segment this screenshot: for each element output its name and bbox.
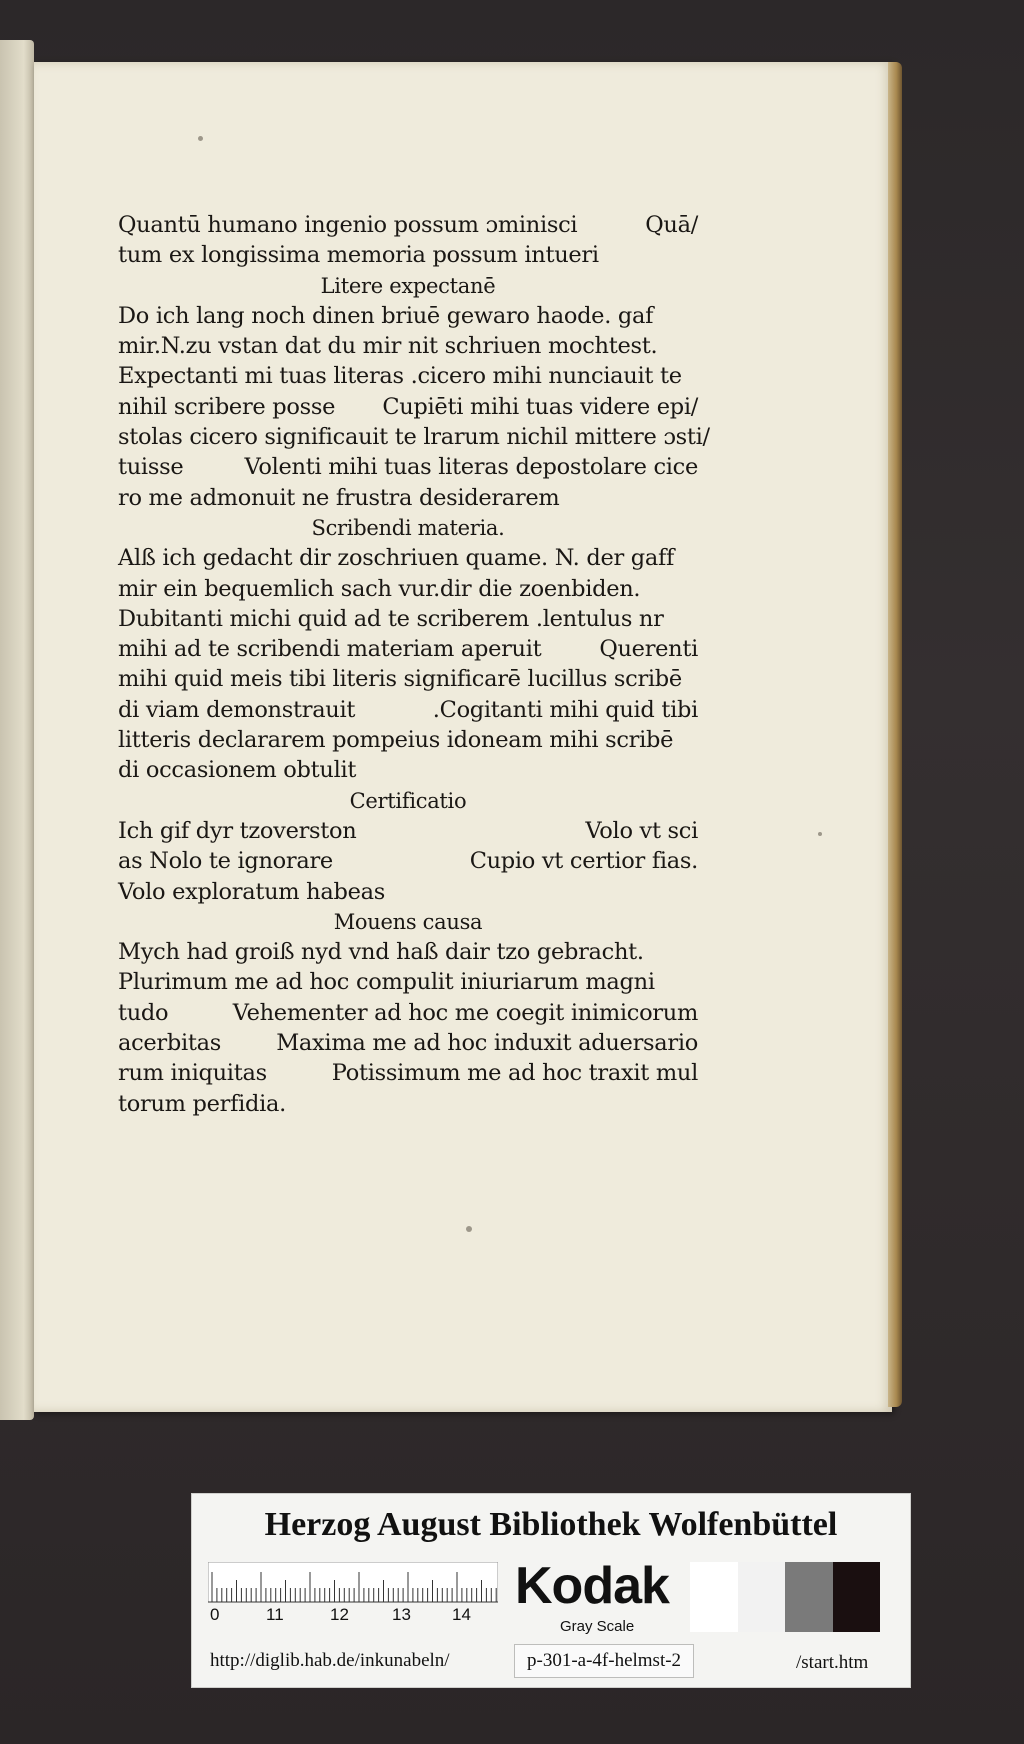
- line-text: Do ich lang noch dinen briuē gewaro haode. gaf: [118, 302, 654, 329]
- color-target-card: [191, 1493, 911, 1688]
- url-identifier: p-301-a-4f-helmst-2: [514, 1644, 694, 1678]
- library-name: Herzog August Bibliothek Wolfenbüttel: [264, 1506, 838, 1543]
- text-line: [118, 483, 698, 513]
- line-text: Expectanti mi tuas literas .cicero mihi nunciauit te: [118, 363, 682, 390]
- line-text: ro me admonuit ne frustra desiderarem: [118, 484, 560, 511]
- line-text: Plurimum me ad hoc compulit iniuriarum magni: [118, 969, 655, 996]
- line-text-left: tuisse: [118, 454, 184, 481]
- text-line: [118, 271, 698, 301]
- line-text: torum perfidia.: [118, 1090, 286, 1117]
- text-line: [118, 604, 698, 634]
- line-text-right: Maxima me ad hoc induxit aduersario: [276, 1030, 698, 1057]
- ruler-label: 11: [266, 1605, 284, 1622]
- line-text: litteris declararem pompeius idoneam mihi scribē: [118, 727, 674, 754]
- section-heading: Certificatio: [349, 788, 467, 813]
- line-text-left: acerbitas: [118, 1030, 221, 1057]
- text-line: [118, 301, 698, 331]
- gray-patch: [833, 1562, 881, 1632]
- line-text-right: Volo vt sci: [585, 817, 698, 844]
- line-text: mihi quid meis tibi literis significarē lucillus scribē: [118, 666, 682, 693]
- line-text: Volo exploratum habeas: [118, 878, 385, 905]
- page-speck: [818, 832, 822, 836]
- gray-patch: [690, 1562, 738, 1632]
- line-text-right: Cupio vt certior fias.: [469, 848, 698, 875]
- gray-scale-label: Gray Scale: [560, 1618, 635, 1635]
- blackletter-text-block: [118, 210, 710, 1119]
- text-line: [118, 210, 698, 240]
- line-text-right: Volenti mihi tuas literas depostolare cice: [244, 454, 698, 481]
- text-line: [118, 574, 698, 604]
- line-text: di occasionem obtulit: [118, 757, 357, 784]
- line-text: stolas cicero significauit te lrarum nichil mittere ɔsti/: [118, 424, 710, 451]
- text-line: [118, 846, 698, 876]
- line-text-left: Ich gif dyr tzoverston: [118, 817, 357, 844]
- gray-patch: [738, 1562, 786, 1632]
- kodak-logo: Kodak: [515, 1557, 669, 1615]
- text-line: [118, 967, 698, 997]
- text-line: [118, 331, 698, 361]
- line-text-right: Vehementer ad hoc me coegit inimicorum: [232, 999, 698, 1026]
- line-text: tum ex longissima memoria possum intueri: [118, 242, 599, 269]
- section-heading: Scribendi materia.: [311, 515, 505, 540]
- line-text-right: Quā/: [645, 212, 698, 238]
- line-text-right: Querenti: [599, 636, 698, 663]
- facing-page-edge: [0, 40, 34, 1420]
- text-line: [118, 1089, 698, 1119]
- text-line: [118, 452, 698, 482]
- text-line: [118, 513, 698, 543]
- page-speck: [198, 136, 203, 141]
- text-line: [118, 725, 698, 755]
- url-prefix: http://diglib.hab.de/inkunabeln/: [210, 1650, 450, 1671]
- text-line: [118, 1028, 698, 1058]
- line-text-right: Cupiēti mihi tuas videre epi/: [382, 393, 698, 420]
- line-text-left: tudo: [118, 999, 169, 1026]
- line-text: Mych had groiß nyd vnd haß dair tzo gebracht.: [118, 939, 644, 966]
- text-line: [118, 907, 698, 937]
- line-text: mir.N.zu vstan dat du mir nit schriuen mochtest.: [118, 333, 658, 360]
- url-row: [192, 1642, 910, 1682]
- ruler-scale: [208, 1562, 498, 1622]
- text-line: [118, 877, 698, 907]
- text-line: [118, 634, 698, 664]
- page-fore-edge: [888, 62, 902, 1407]
- text-line: [118, 392, 698, 422]
- line-text-left: mihi ad te scribendi materiam aperuit: [118, 636, 542, 663]
- line-text-left: rum iniquitas: [118, 1060, 267, 1087]
- ruler-label: 0: [210, 1605, 220, 1622]
- text-line: [118, 816, 698, 846]
- gray-scale-patches: [690, 1562, 880, 1632]
- text-line: [118, 786, 698, 816]
- text-line: [118, 755, 698, 785]
- page-speck: [466, 1226, 472, 1232]
- line-text-left: Quantū humano ingenio possum ɔminisci: [118, 212, 578, 238]
- line-text-left: nihil scribere posse: [118, 393, 336, 420]
- text-line: [118, 1058, 698, 1088]
- line-text-right: .Cogitanti mihi quid tibi: [432, 696, 698, 723]
- line-text: Dubitanti michi quid ad te scriberem .lentulus nr: [118, 605, 664, 632]
- line-text-left: di viam demonstrauit: [118, 696, 356, 723]
- ruler-label: 12: [330, 1605, 349, 1622]
- line-text: Alß ich gedacht dir zoschriuen quame. N. der gaff: [118, 545, 675, 572]
- gray-patch: [785, 1562, 833, 1632]
- text-line: [118, 695, 698, 725]
- text-line: [118, 543, 698, 573]
- url-suffix: /start.htm: [796, 1652, 869, 1673]
- text-line: [118, 998, 698, 1028]
- text-line: [118, 422, 710, 452]
- section-heading: Litere expectanē: [320, 273, 496, 298]
- line-text-left: as Nolo te ignorare: [118, 848, 333, 875]
- text-line: [118, 664, 698, 694]
- text-line: [118, 937, 698, 967]
- section-heading: Mouens causa: [333, 909, 483, 934]
- line-text-right: Potissimum me ad hoc traxit mul: [331, 1060, 698, 1087]
- ruler-label: 13: [392, 1605, 411, 1622]
- text-line: [118, 361, 698, 391]
- ruler-label: 14: [452, 1605, 471, 1622]
- text-line: [118, 240, 698, 270]
- line-text: mir ein bequemlich sach vur.dir die zoenbiden.: [118, 575, 641, 602]
